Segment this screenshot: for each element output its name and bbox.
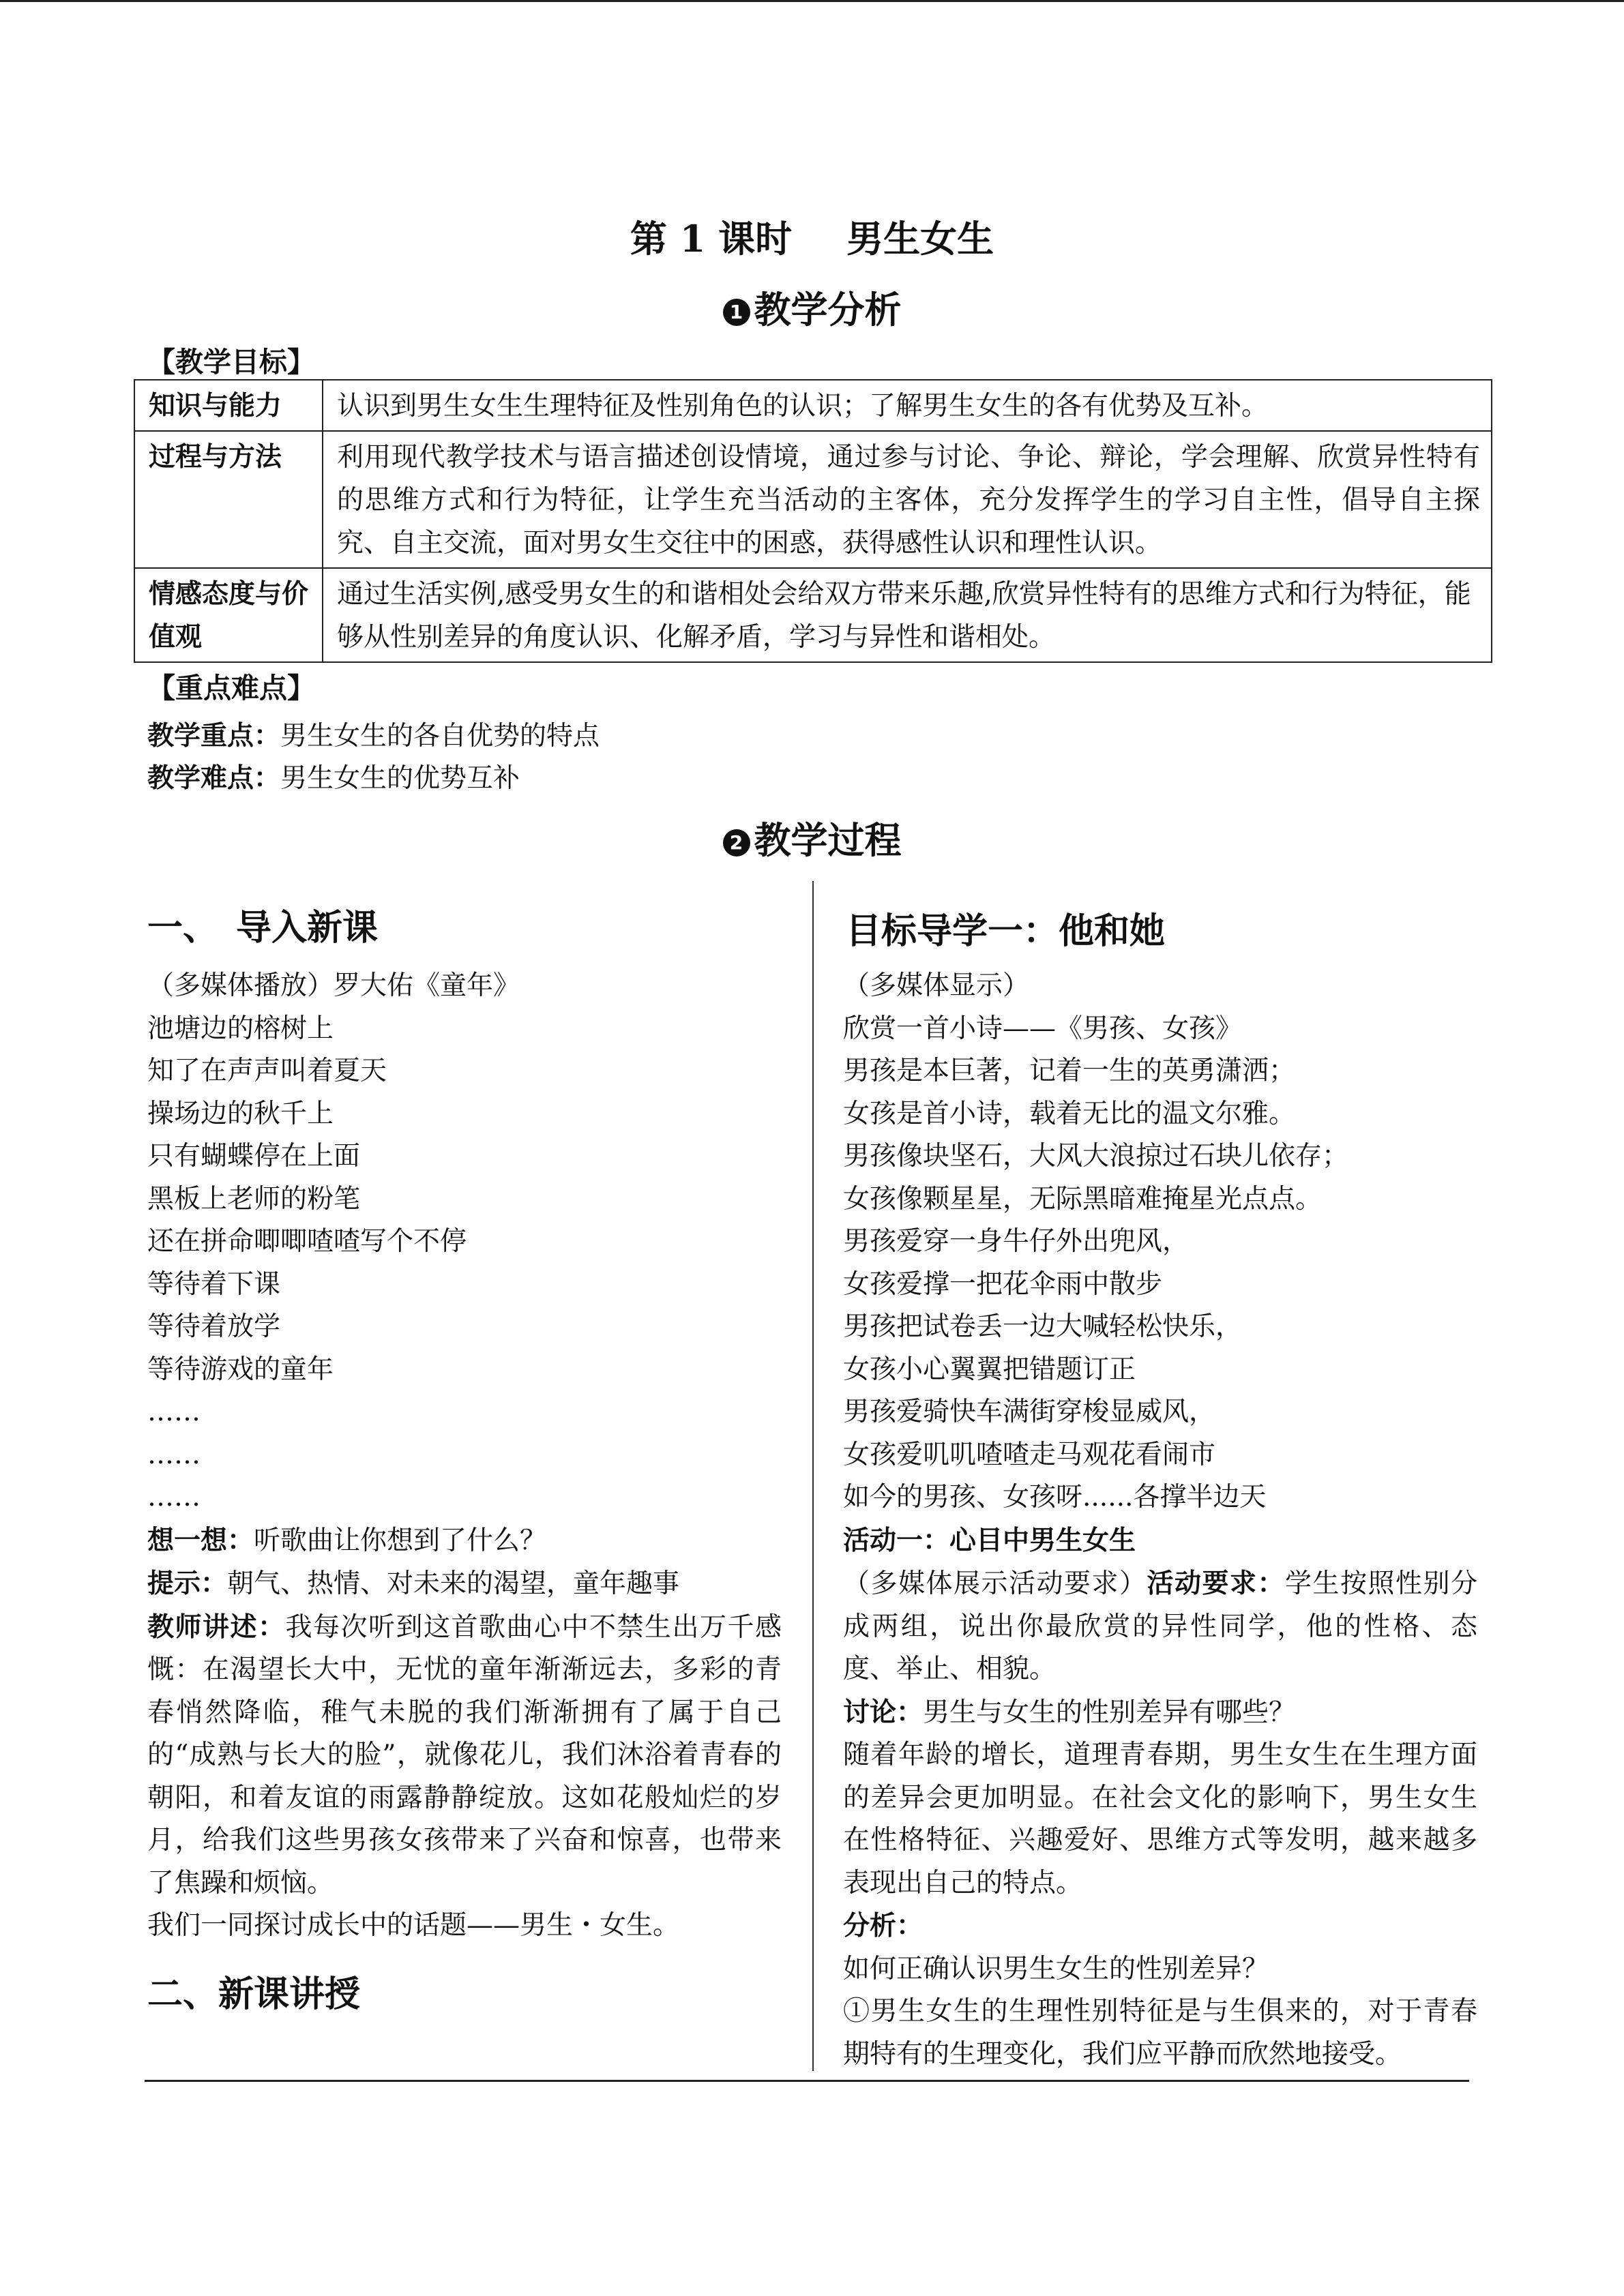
analysis-point-1: ①男生女生的生理性别特征是与生俱来的，对于青春期特有的生理变化，我们应平静而欣然地接受。	[843, 1996, 1477, 2070]
objective-value: 认识到男生女生生理特征及性别角色的认识；了解男生女生的各有优势及互补。	[323, 380, 1492, 431]
lyric-line: 知了在声声叫着夏天	[147, 1056, 387, 1086]
lyric-line: 等待着下课	[147, 1268, 281, 1300]
lyric-line: 等待游戏的童年	[147, 1354, 334, 1385]
hint-text: 提示：朝气、热情、对未来的渴望，童年趣事	[147, 1568, 680, 1599]
poem-line: 男孩爱骑快车满街穿梭显威风，	[843, 1397, 1216, 1427]
poem-line: 女孩是首小诗，载着无比的温文尔雅。	[843, 1098, 1296, 1129]
objective-key: 知识与能力	[134, 380, 323, 431]
lyric-line: ……	[147, 1397, 201, 1427]
lyric-line: ……	[147, 1482, 201, 1512]
poem-line: 女孩小心翼翼把错题订正	[843, 1354, 1136, 1385]
teacher-narration: 教师讲述：我每次听到这首歌曲心中不禁生出万千感慨：在渴望长大中，无忧的童年渐渐远去，多彩的青春悄然降临，稚气未脱的我们渐渐拥有了属于自己的“成熟与长大的脸”，就像花儿，我们沐浴着青春的朝阳，和着友谊的雨露静静绽放。这如花般灿烂的岁月，给我们这些男孩女孩带来了兴奋和惊喜，也带来了焦躁和烦恼。	[147, 1611, 782, 1898]
poem-line: 男孩爱穿一身牛仔外出兜风，	[843, 1226, 1190, 1257]
column-divider	[812, 881, 814, 2071]
activity-requirements: （多媒体展示活动要求）活动要求：学生按照性别分成两组，说出你最欣赏的异性同学，他的性格、态度、举止、相貌。	[843, 1568, 1477, 1684]
top-border	[0, 0, 1624, 2]
key-points-header: 【重点难点】	[147, 672, 315, 704]
lyric-line: 等待着放学	[147, 1311, 281, 1342]
section-heading-process: 2 教学过程	[0, 811, 1624, 864]
objectives-header: 【教学目标】	[147, 346, 315, 378]
lyric-line: ……	[147, 1439, 201, 1470]
poem-line: 男孩像块坚石，大风大浪掠过石块儿依存；	[843, 1141, 1349, 1172]
lyric-line: （多媒体播放）罗大佑《童年》	[147, 970, 520, 1001]
poem-line: 欣赏一首小诗——《男孩、女孩》	[843, 1013, 1243, 1044]
lyric-line: 还在拼命唧唧喳喳写个不停	[147, 1226, 467, 1257]
right-heading: 目标导学一：他和她	[846, 910, 1166, 952]
discussion-question: 讨论：男生与女生的性别差异有哪些？	[843, 1696, 1296, 1728]
bottom-rule	[145, 2080, 1469, 2082]
poem-line: 男孩是本巨著，记着一生的英勇潇洒；	[843, 1056, 1296, 1086]
poem-line: （多媒体显示）	[843, 970, 1030, 1001]
teaching-focus: 教学重点：男生女生的各自优势的特点	[147, 720, 600, 751]
closing-line: 我们一同探讨成长中的话题——男生・女生。	[147, 1910, 680, 1941]
teaching-difficulty: 教学难点：男生女生的优势互补	[147, 762, 520, 794]
objective-value: 通过生活实例,感受男女生的和谐相处会给双方带来乐趣,欣赏异性特有的思维方式和行为特征，能够从性别差异的角度认识、化解矛盾，学习与异性和谐相处。	[323, 568, 1492, 662]
poem-line: 女孩爱撑一把花伞雨中散步	[843, 1268, 1163, 1300]
page-title	[0, 210, 1624, 263]
poem-line: 女孩像颗星星，无际黑暗难掩星光点点。	[843, 1183, 1323, 1214]
left-heading-2: 二、新课讲授	[147, 1973, 361, 2015]
lyric-line: 池塘边的榕树上	[147, 1013, 334, 1044]
poem-line: 女孩爱叽叽喳喳走马观花看闹市	[843, 1439, 1216, 1470]
objective-key: 过程与方法	[134, 431, 323, 568]
lesson-number: 第 1 课时	[630, 217, 793, 260]
section-heading-analysis: 1 教学分析	[0, 281, 1624, 333]
poem-line: 男孩把试卷丢一边大喊轻松快乐，	[843, 1311, 1243, 1342]
objective-value: 利用现代教学技术与语言描述创设情境，通过参与讨论、争论、辩论，学会理解、欣赏异性特有的思维方式和行为特征，让学生充当活动的主客体，充分发挥学生的学习自主性，倡导自主探究、自主交流，面对男女生交往中的困惑，获得感性认识和理性认识。	[323, 431, 1492, 568]
discussion-answer: 随着年龄的增长，道理青春期，男生女生在生理方面的差异会更加明显。在社会文化的影响下，男生女生在性格特征、兴趣爱好、思维方式等发明，越来越多表现出自己的特点。	[843, 1740, 1477, 1898]
table-row	[134, 380, 1492, 431]
activity-title: 活动一：心目中男生女生	[843, 1524, 1136, 1556]
objectives-table	[134, 379, 1492, 663]
right-column	[843, 965, 1477, 2076]
poem-line: 如今的男孩、女孩呀......各撑半边天	[843, 1482, 1267, 1512]
table-row	[134, 568, 1492, 662]
lyric-line: 黑板上老师的粉笔	[147, 1183, 361, 1214]
think-prompt: 想一想：听歌曲让你想到了什么？	[147, 1524, 547, 1556]
analysis-label: 分析：	[843, 1910, 924, 1941]
left-column	[147, 965, 782, 1948]
lyric-line: 只有蝴蝶停在上面	[147, 1141, 361, 1172]
number-2-icon: 2	[723, 829, 750, 856]
table-row	[134, 431, 1492, 568]
number-1-icon: 1	[723, 299, 750, 326]
lyric-line: 操场边的秋千上	[147, 1098, 334, 1129]
objective-key: 情感态度与价值观	[134, 568, 323, 662]
lesson-topic: 男生女生	[846, 217, 994, 260]
left-heading: 一、 导入新课	[147, 907, 379, 949]
analysis-question: 如何正确认识男生女生的性别差异？	[843, 1953, 1269, 1984]
